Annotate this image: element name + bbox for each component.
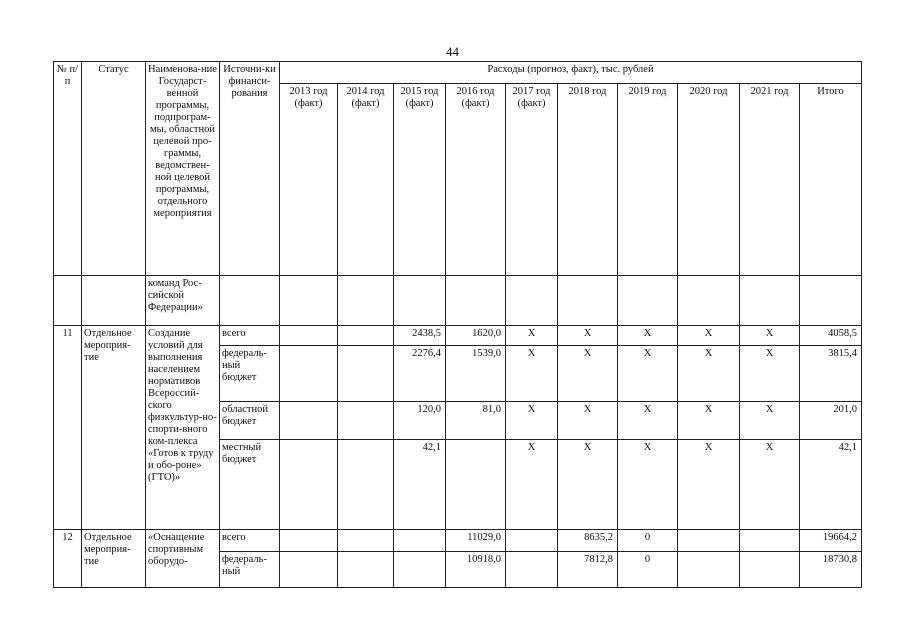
value-cell: 42,1 <box>394 440 446 530</box>
year-header: 2015 год (факт) <box>394 84 446 276</box>
value-cell: X <box>558 346 618 402</box>
page-number: 44 <box>446 44 459 59</box>
continued-name: команд Рос-сийской Федерации» <box>146 276 220 326</box>
value-cell <box>338 402 394 440</box>
year-header: 2017 год (факт) <box>506 84 558 276</box>
value-cell: 0 <box>618 530 678 552</box>
value-cell <box>446 440 506 530</box>
header-expenses: Расходы (прогноз, факт), тыс. рублей <box>280 62 862 84</box>
value-cell <box>678 530 740 552</box>
value-cell: X <box>678 346 740 402</box>
value-cell: X <box>558 402 618 440</box>
value-cell: X <box>740 326 800 346</box>
value-cell <box>338 346 394 402</box>
continuation-row <box>54 276 862 326</box>
value-cell: X <box>506 346 558 402</box>
value-cell: 10918,0 <box>446 552 506 588</box>
value-cell: X <box>618 326 678 346</box>
value-cell: 3815,4 <box>800 346 862 402</box>
value-cell: 0 <box>618 552 678 588</box>
value-cell: X <box>506 326 558 346</box>
value-cell <box>394 530 446 552</box>
value-cell <box>338 530 394 552</box>
value-cell <box>506 552 558 588</box>
year-header: 2016 год (факт) <box>446 84 506 276</box>
value-cell <box>678 552 740 588</box>
entry-name: Создание условий для выполнения населением нормативов Всероссий-ского физкультур-но-спорти-вного ком-плекса «Готов к труду и обо-роне» (ГТО)» <box>146 326 220 530</box>
value-cell: 2276,4 <box>394 346 446 402</box>
value-cell: X <box>506 402 558 440</box>
value-cell: 8635,2 <box>558 530 618 552</box>
value-cell: X <box>618 346 678 402</box>
value-cell: X <box>678 402 740 440</box>
value-cell: 11029,0 <box>446 530 506 552</box>
value-cell: X <box>618 402 678 440</box>
year-header: 2019 год <box>618 84 678 276</box>
value-cell: 4058,5 <box>800 326 862 346</box>
entry-num: 11 <box>54 326 82 530</box>
value-cell: X <box>740 346 800 402</box>
entry-name: «Оснащение спортивным оборудо- <box>146 530 220 588</box>
value-cell <box>338 326 394 346</box>
entry-status: Отдельное мероприя-тие <box>82 326 146 530</box>
value-cell: 81,0 <box>446 402 506 440</box>
value-cell: X <box>678 326 740 346</box>
entry-status: Отдельное мероприя-тие <box>82 530 146 588</box>
header-name: Наименова-ние Государст-венной программы, подпрограм-мы, областной целевой про-граммы, ведомствен-ной целевой программы, отдельного мероприятия <box>146 62 220 276</box>
value-cell <box>506 530 558 552</box>
value-cell <box>338 552 394 588</box>
header-source: Источни-ки финанси-рования <box>220 62 280 276</box>
year-header: 2021 год <box>740 84 800 276</box>
value-cell: X <box>678 440 740 530</box>
year-header: 2020 год <box>678 84 740 276</box>
source-cell: всего <box>220 530 280 552</box>
value-cell: X <box>558 440 618 530</box>
value-cell <box>280 346 338 402</box>
value-cell: X <box>618 440 678 530</box>
expenses-table <box>53 61 862 588</box>
value-cell <box>740 530 800 552</box>
source-cell: всего <box>220 326 280 346</box>
source-cell: местный бюджет <box>220 440 280 530</box>
value-cell: 42,1 <box>800 440 862 530</box>
value-cell <box>394 552 446 588</box>
header-status: Статус <box>82 62 146 276</box>
table-row <box>54 530 862 552</box>
value-cell <box>280 530 338 552</box>
header-num: № п/п <box>54 62 82 276</box>
value-cell: 2438,5 <box>394 326 446 346</box>
year-header: 2013 год (факт) <box>280 84 338 276</box>
value-cell: 18730,8 <box>800 552 862 588</box>
value-cell: 201,0 <box>800 402 862 440</box>
source-cell: федераль-ный бюджет <box>220 346 280 402</box>
value-cell: X <box>740 402 800 440</box>
year-header: Итого <box>800 84 862 276</box>
value-cell: 1539,0 <box>446 346 506 402</box>
value-cell <box>280 440 338 530</box>
value-cell <box>740 552 800 588</box>
source-cell: федераль-ный <box>220 552 280 588</box>
year-header: 2014 год (факт) <box>338 84 394 276</box>
value-cell <box>338 440 394 530</box>
year-header: 2018 год <box>558 84 618 276</box>
value-cell: 120,0 <box>394 402 446 440</box>
value-cell <box>280 552 338 588</box>
value-cell: 19664,2 <box>800 530 862 552</box>
entry-num: 12 <box>54 530 82 588</box>
value-cell <box>280 402 338 440</box>
table-row <box>54 326 862 346</box>
value-cell: X <box>558 326 618 346</box>
value-cell <box>280 326 338 346</box>
value-cell: 1620,0 <box>446 326 506 346</box>
source-cell: областной бюджет <box>220 402 280 440</box>
value-cell: X <box>506 440 558 530</box>
value-cell: 7812,8 <box>558 552 618 588</box>
value-cell: X <box>740 440 800 530</box>
